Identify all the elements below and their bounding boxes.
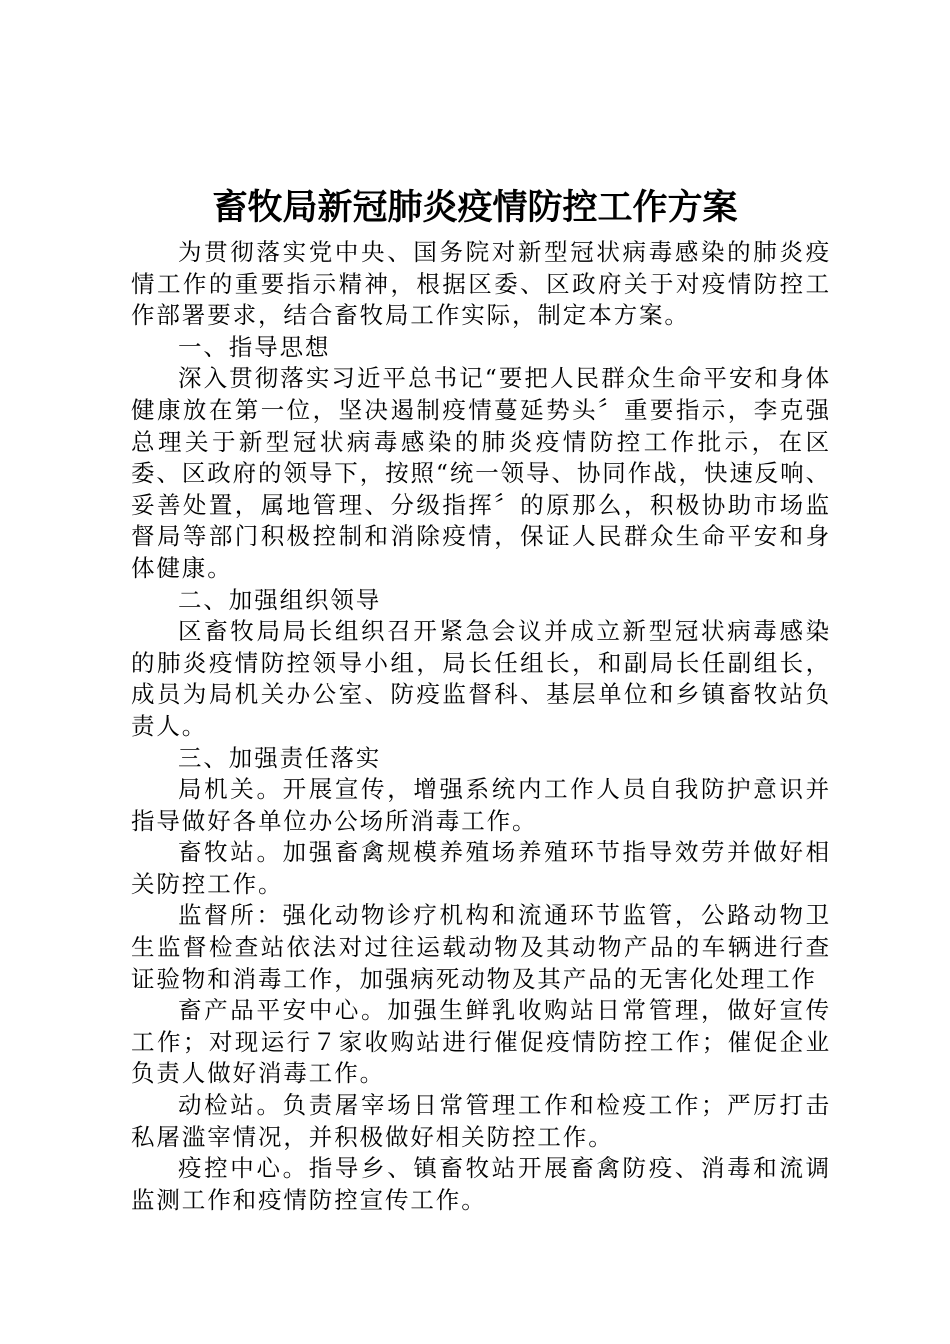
responsibility-bureau-paragraph: 局机关。开展宣传，增强系统内工作人员自我防护意识并指导做好各单位办公场所消毒工作。	[131, 775, 831, 835]
responsibility-product-safety-paragraph: 畜产品平安中心。加强生鲜乳收购站日常管理，做好宣传工作；对现运行７家收购站进行催促疫情防控工作；催促企业负责人做好消毒工作。	[131, 996, 831, 1088]
intro-paragraph: 为贯彻落实党中央、国务院对新型冠状病毒感染的肺炎疫情工作的重要指示精神，根据区委、区政府关于对疫情防控工作部署要求，结合畜牧局工作实际，制定本方案。	[131, 238, 831, 330]
section-heading-organization: 二、加强组织领导	[178, 585, 382, 614]
organization-paragraph: 区畜牧局局长组织召开紧急会议并成立新型冠状病毒感染的肺炎疫情防控领导小组，局长任组长，和副局长任副组长，成员为局机关办公室、防疫监督科、基层单位和乡镇畜牧站负责人。	[131, 617, 831, 740]
document-body	[131, 237, 831, 1216]
section-heading-guiding-thought: 一、指导思想	[178, 332, 331, 361]
responsibility-disease-control-paragraph: 疫控中心。指导乡、镇畜牧站开展畜禽防疫、消毒和流调监测工作和疫情防控宣传工作。	[131, 1154, 831, 1214]
responsibility-station-paragraph: 畜牧站。加强畜禽规模养殖场养殖环节指导效劳并做好相关防控工作。	[131, 838, 831, 898]
document-title: 畜牧局新冠肺炎疫情防控工作方案	[212, 187, 738, 228]
responsibility-inspection-paragraph: 动检站。负责屠宰场日常管理工作和检疫工作；严厉打击私屠滥宰情况，并积极做好相关防控工作。	[131, 1091, 831, 1151]
responsibility-supervision-paragraph: 监督所：强化动物诊疗机构和流通环节监管，公路动物卫生监督检查站依法对过往运载动物及其动物产品的车辆进行查证验物和消毒工作，加强病死动物及其产品的无害化处理工作	[131, 901, 831, 993]
guiding-thought-paragraph: 深入贯彻落实习近平总书记“要把人民群众生命平安和身体健康放在第一位，坚决遏制疫情蔓延势头〞重要指示，李克强总理关于新型冠状病毒感染的肺炎疫情防控工作批示，在区委、区政府的领导下，按照“统一领导、协同作战，快速反响、妥善处置，属地管理、分级指挥〞的原那么，积极协助市场监督局等部门积极控制和消除疫情，保证人民群众生命平安和身体健康。	[131, 364, 831, 582]
section-heading-responsibility: 三、加强责任落实	[178, 743, 382, 772]
